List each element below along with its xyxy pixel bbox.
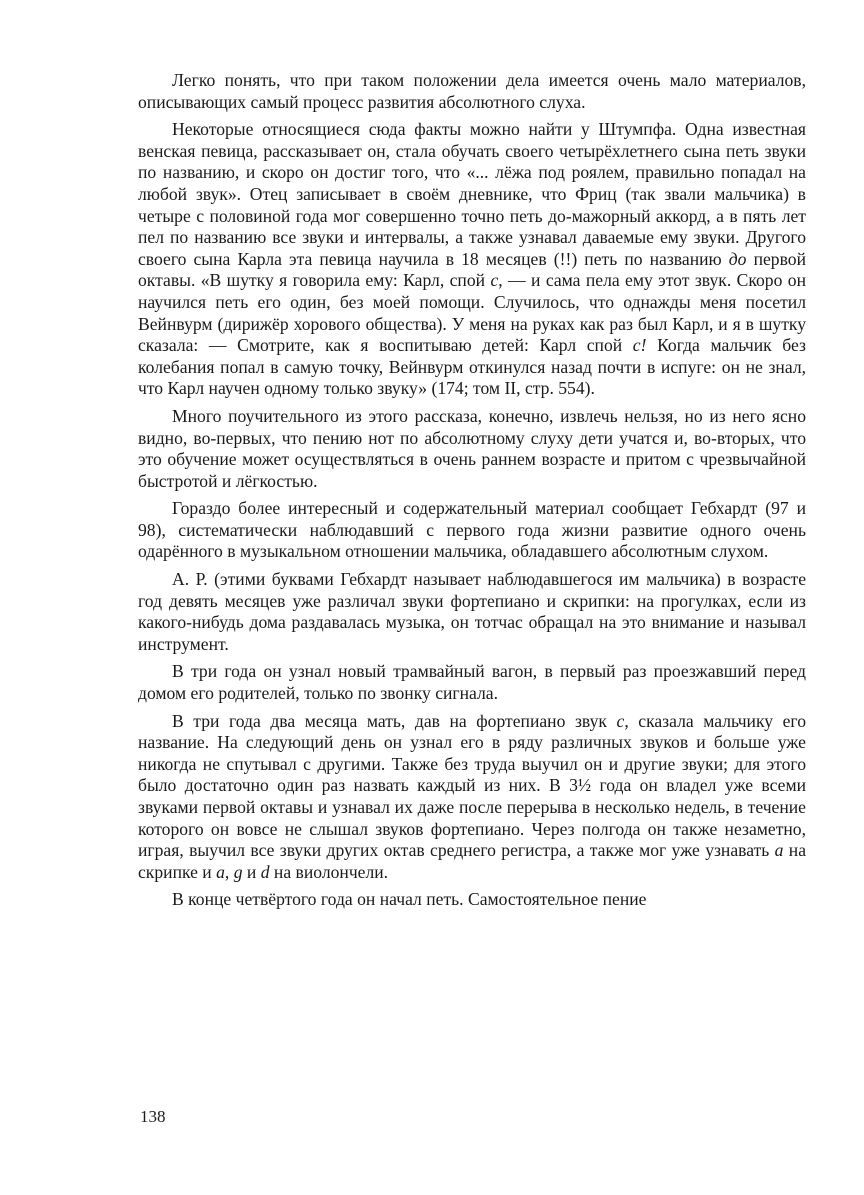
paragraph-text: Когда мальчик без колебания попал в самую точку, Вейнвурм откинулся назад почти в испуге: он не знал, что Карл научен одному только звуку» (174; том II, стр. 554).: [138, 335, 806, 399]
paragraph-text: и: [242, 861, 261, 882]
paragraph: [138, 498, 806, 563]
note-name: a: [774, 840, 784, 861]
paragraph: [138, 406, 806, 492]
paragraph-text: Легко понять, что при таком положении дела имеется очень мало материалов, описывающих самый процесс развития абсолютного слуха.: [138, 70, 806, 112]
note-name: a: [216, 861, 225, 882]
paragraph-text: первой октавы. «В шутку я говорила ему: Карл, спой: [138, 248, 806, 291]
paragraph-text: на виолончели.: [269, 861, 389, 882]
paragraph-text: ,: [224, 861, 234, 882]
paragraph: [138, 711, 806, 884]
paragraph-text: В три года два месяца мать, дав на фортепиано звук: [172, 710, 617, 731]
page-number: 138: [140, 1107, 166, 1126]
note-name: d: [260, 861, 270, 882]
paragraph-text: Гораздо более интересный и содержательный материал сообщает Гебхардт (97 и 98), систематически наблюдавший с первого года жизни развитие одного очень одарённого в музыкальном отношении мальчика, обладавшего абсолютным слухом.: [138, 498, 806, 562]
paragraph: [138, 889, 806, 911]
paragraph-text: Некоторые относящиеся сюда факты можно найти у Штумпфа. Одна известная венская певица, рассказывает он, стала обучать своего четырёхлетнего сына петь звуки по названию, и скоро он достиг того, что «... лёжа под роялем, правильно попадал на любой звук». Отец записывает в своём дневнике, что Фриц (так звали мальчика) в четыре с половиной года мог совершенно точно петь до-мажорный аккорд, а в пять лет пел по названию все звуки и интервалы, а также узнавал даваемые ему звуки. Другого своего сына Карла эта певица научила в 18 месяцев (!!) петь по названию: [138, 119, 806, 269]
paragraph-text: Много поучительного из этого рассказа, конечно, извлечь нельзя, но из него ясно видно, во-первых, что пению нот по абсолютному слуху дети учатся и, во-вторых, что это обучение может осуществляться в очень раннем возрасте и притом с чрезвычайной быстротой и лёгкостью.: [138, 405, 806, 491]
paragraph-text: А. Р. (этими буквами Гебхардт называет наблюдавшегося им мальчика) в возрасте год девять месяцев уже различал звуки фортепиано и скрипки: на прогулках, если из какого-нибудь дома раздавалась музыка, он тотчас обращал на это внимание и называл инструмент.: [138, 569, 806, 654]
paragraph: [138, 569, 806, 655]
page-body: [138, 70, 806, 917]
note-name: c: [490, 270, 499, 291]
paragraph-text: В конце четвёртого года он начал петь. Самостоятельное пение: [172, 889, 647, 910]
note-name: c: [616, 710, 625, 731]
paragraph: [138, 70, 806, 113]
note-name: до: [728, 248, 747, 269]
note-name: c!: [632, 335, 647, 356]
paragraph-text: на скрипке и: [138, 840, 806, 882]
paragraph-text: В три года он узнал новый трамвайный вагон, в первый раз проезжавший перед домом его родителей, только по звонку сигнала.: [138, 661, 806, 704]
paragraph: [138, 119, 806, 400]
paragraph: [138, 661, 806, 704]
note-name: g: [233, 861, 243, 882]
paragraph-text: , — и сама пела ему этот звук. Скоро он научился петь его один, без моей помощи. Случилось, что однажды меня посетил Вейнвурм (дирижёр хорового общества). У меня на руках как раз был Карл, и я в шутку сказала: — Смотрите, как я воспитываю детей: Карл спой: [138, 270, 806, 356]
paragraph-text: , сказала мальчику его название. На следующий день он узнал его в ряду различных звуков и больше уже никогда не спутывал с другими. Также без труда выучил он и другие звуки; для этого было достаточно один раз назвать каждый из них. В 3½ года он владел уже всеми звуками первой октавы и узнавал их даже после перерыва в несколько недель, в течение которого он вовсе не слышал звуков фортепиано. Через полгода он также незаметно, играя, выучил все звуки других октав среднего регистра, а также мог уже узнавать: [138, 710, 806, 861]
